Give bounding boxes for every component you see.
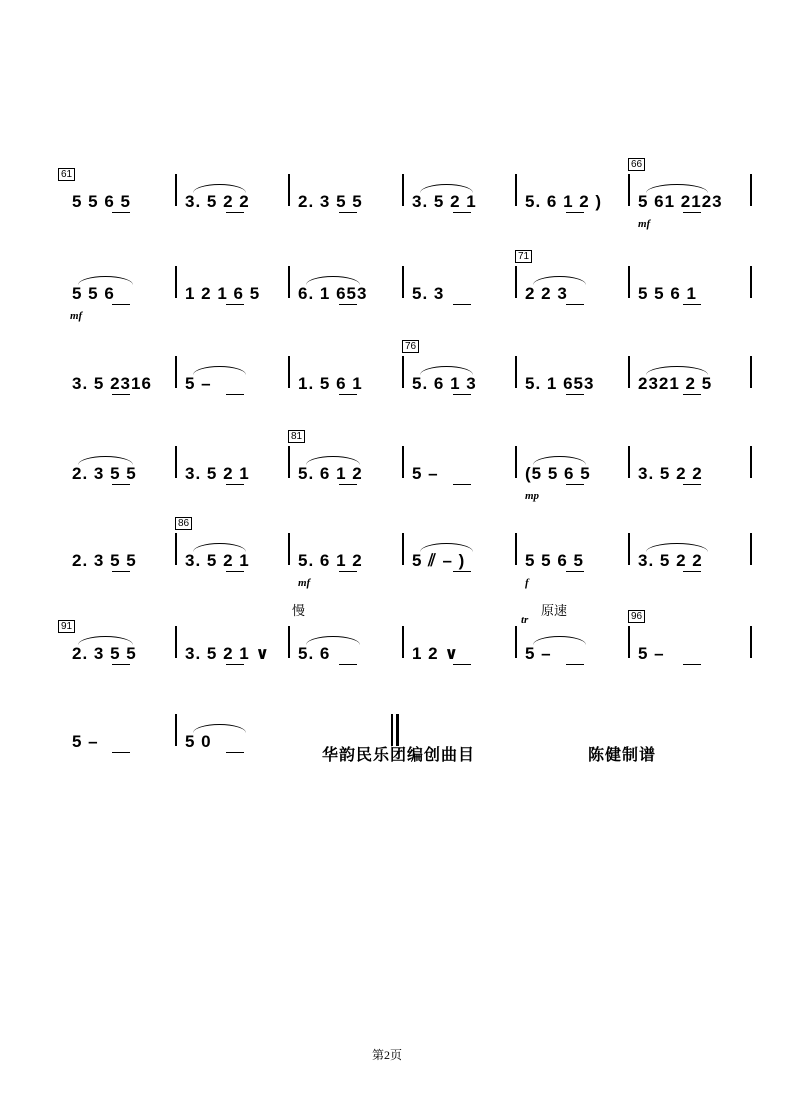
duration-line bbox=[566, 484, 584, 485]
measure bbox=[60, 531, 175, 571]
duration-line bbox=[683, 571, 701, 572]
barline bbox=[750, 626, 752, 658]
slur bbox=[646, 184, 708, 193]
slur bbox=[533, 636, 586, 645]
barline bbox=[750, 174, 752, 206]
score-line bbox=[60, 159, 750, 230]
duration-line bbox=[566, 212, 584, 213]
duration-line bbox=[226, 571, 244, 572]
measure-notes: 2 2 3 bbox=[525, 284, 568, 303]
barline bbox=[750, 446, 752, 478]
duration-line bbox=[566, 394, 584, 395]
slur bbox=[420, 366, 473, 375]
measure-number: 76 bbox=[402, 340, 419, 353]
measure-notes: 5 – bbox=[412, 464, 439, 483]
barline bbox=[750, 266, 752, 298]
duration-line bbox=[683, 212, 701, 213]
duration-line bbox=[566, 304, 584, 305]
measure-notes: 6. 1 653 bbox=[298, 284, 368, 303]
measure-notes: 5 ⫽ – ) bbox=[412, 551, 466, 570]
measure-notes: 5. 6 1 2 ) bbox=[525, 192, 603, 211]
barline bbox=[750, 533, 752, 565]
credit-group: 华韵民乐团编创曲目 bbox=[322, 747, 476, 764]
measure bbox=[175, 264, 288, 304]
measure bbox=[515, 172, 628, 212]
duration-line bbox=[339, 394, 357, 395]
measure bbox=[402, 264, 515, 304]
measure bbox=[402, 531, 515, 571]
measure-notes: 5 5 6 5 bbox=[525, 551, 584, 570]
duration-line bbox=[683, 304, 701, 305]
measure bbox=[515, 251, 628, 304]
measure bbox=[402, 624, 515, 664]
measure-notes: 2. 3 5 5 bbox=[72, 464, 137, 483]
measure bbox=[402, 341, 515, 394]
duration-line bbox=[566, 571, 584, 572]
duration-line bbox=[226, 484, 244, 485]
slur bbox=[193, 184, 246, 193]
measure bbox=[175, 172, 288, 212]
dynamic-marking: f bbox=[525, 577, 529, 589]
measure bbox=[515, 531, 628, 589]
measure bbox=[288, 531, 402, 589]
measure-notes: 2321 2 5 bbox=[638, 374, 713, 393]
measure bbox=[628, 354, 750, 394]
measure-notes: 5. 6 bbox=[298, 644, 331, 663]
measure-number: 81 bbox=[288, 430, 305, 443]
measure-notes: 5. 6 1 3 bbox=[412, 374, 477, 393]
measure-notes: 5 5 6 1 bbox=[638, 284, 697, 303]
measure bbox=[515, 354, 628, 394]
duration-line bbox=[566, 664, 584, 665]
score-line bbox=[60, 251, 750, 322]
duration-line bbox=[339, 484, 357, 485]
measure-notes: 5. 3 bbox=[412, 284, 445, 303]
measure-notes: 3. 5 2 1 bbox=[185, 551, 250, 570]
measure-notes: (5 5 6 5 bbox=[525, 464, 591, 483]
measure bbox=[60, 444, 175, 484]
measure-number: 66 bbox=[628, 158, 645, 171]
measure bbox=[402, 172, 515, 212]
page-number: 第2页 bbox=[372, 1048, 403, 1062]
dynamic-marking: mp bbox=[525, 490, 540, 502]
dynamic-marking: mf bbox=[638, 218, 651, 230]
slur bbox=[78, 456, 133, 465]
measure-notes: 3. 5 2 1 bbox=[185, 464, 250, 483]
measure-notes: 3. 5 2 2 bbox=[638, 464, 703, 483]
measure-notes: 5 – bbox=[185, 374, 212, 393]
dynamic-marking: mf bbox=[70, 310, 83, 322]
measure bbox=[60, 354, 175, 394]
measure bbox=[288, 431, 402, 484]
measure bbox=[175, 624, 288, 664]
score-line bbox=[60, 518, 750, 589]
duration-line bbox=[112, 394, 130, 395]
measure-notes: 5. 6 1 2 bbox=[298, 464, 363, 483]
measure-number: 86 bbox=[175, 517, 192, 530]
duration-line bbox=[453, 484, 471, 485]
measure-notes: 5 5 6 5 bbox=[72, 192, 131, 211]
duration-line bbox=[112, 664, 130, 665]
duration-line bbox=[226, 664, 244, 665]
duration-line bbox=[339, 571, 357, 572]
measure-notes: 3. 5 2 1 ∨ bbox=[185, 644, 271, 663]
duration-line bbox=[339, 304, 357, 305]
measure-notes: 3. 5 2 2 bbox=[638, 551, 703, 570]
duration-line bbox=[683, 664, 701, 665]
duration-line bbox=[112, 212, 130, 213]
measure-number: 71 bbox=[515, 250, 532, 263]
measure bbox=[628, 444, 750, 484]
slur bbox=[193, 724, 246, 733]
measure-notes: 5 – bbox=[638, 644, 665, 663]
measure bbox=[288, 172, 402, 212]
slur bbox=[193, 543, 246, 552]
slur bbox=[533, 456, 586, 465]
duration-line bbox=[226, 304, 244, 305]
duration-line bbox=[453, 571, 471, 572]
duration-line bbox=[683, 394, 701, 395]
tempo-annotation: 原速 bbox=[541, 603, 568, 618]
measure-number: 96 bbox=[628, 610, 645, 623]
slur bbox=[306, 276, 360, 285]
duration-line bbox=[226, 394, 244, 395]
duration-line bbox=[112, 304, 130, 305]
measure-notes: 5. 6 1 2 bbox=[298, 551, 363, 570]
slur bbox=[193, 366, 246, 375]
measure bbox=[60, 172, 175, 212]
measure bbox=[628, 264, 750, 304]
duration-line bbox=[453, 394, 471, 395]
measure-notes: 5 – bbox=[525, 644, 552, 663]
measure bbox=[60, 264, 175, 322]
measure bbox=[288, 264, 402, 304]
slur bbox=[420, 543, 473, 552]
score-line bbox=[60, 341, 750, 410]
measure bbox=[175, 518, 288, 571]
measure bbox=[60, 712, 175, 752]
measure-notes: 3. 5 2 1 bbox=[412, 192, 477, 211]
measure bbox=[175, 712, 288, 752]
measure-number: 61 bbox=[58, 168, 75, 181]
measure bbox=[628, 531, 750, 571]
measure-notes: 1. 5 6 1 bbox=[298, 374, 363, 393]
measure-notes: 1 2 1 6 5 bbox=[185, 284, 261, 303]
barline bbox=[750, 356, 752, 388]
credit-author: 陈健制谱 bbox=[588, 747, 657, 764]
slur bbox=[306, 456, 360, 465]
slur bbox=[646, 543, 708, 552]
duration-line bbox=[112, 752, 130, 753]
slur bbox=[306, 636, 360, 645]
duration-line bbox=[453, 664, 471, 665]
measure-notes: 1 2 ∨ bbox=[412, 644, 460, 663]
measure-notes: 5 61 2123 bbox=[638, 192, 723, 211]
duration-line bbox=[112, 571, 130, 572]
duration-line bbox=[339, 664, 357, 665]
duration-line bbox=[453, 304, 471, 305]
measure-notes: 2. 3 5 5 bbox=[72, 551, 137, 570]
measure bbox=[628, 611, 750, 664]
duration-line bbox=[112, 484, 130, 485]
measure-notes: 5. 1 653 bbox=[525, 374, 595, 393]
duration-line bbox=[339, 212, 357, 213]
trill-marking: tr bbox=[521, 614, 529, 626]
measure-notes: 5 – bbox=[72, 732, 99, 751]
measure bbox=[628, 159, 750, 230]
measure-notes: 3. 5 2 2 bbox=[185, 192, 250, 211]
measure-notes: 5 0 bbox=[185, 732, 212, 751]
measure-notes: 5 5 6 bbox=[72, 284, 115, 303]
slur bbox=[646, 366, 708, 375]
measure bbox=[288, 603, 402, 664]
measure bbox=[175, 444, 288, 484]
measure-notes: 2. 3 5 5 bbox=[298, 192, 363, 211]
measure bbox=[515, 603, 628, 664]
measure bbox=[60, 624, 175, 664]
slur bbox=[533, 276, 586, 285]
measure bbox=[175, 354, 288, 394]
measure-notes: 3. 5 2316 bbox=[72, 374, 152, 393]
slur bbox=[78, 636, 133, 645]
duration-line bbox=[226, 752, 244, 753]
measure bbox=[515, 444, 628, 502]
slur bbox=[420, 184, 473, 193]
dynamic-marking: mf bbox=[298, 577, 311, 589]
slur bbox=[78, 276, 133, 285]
measure-notes: 2. 3 5 5 bbox=[72, 644, 137, 663]
score-line bbox=[60, 431, 750, 502]
score-line bbox=[60, 603, 750, 680]
duration-line bbox=[226, 212, 244, 213]
duration-line bbox=[453, 212, 471, 213]
measure bbox=[402, 444, 515, 484]
tempo-annotation: 慢 bbox=[292, 603, 306, 618]
duration-line bbox=[683, 484, 701, 485]
measure-number: 91 bbox=[58, 620, 75, 633]
measure bbox=[288, 354, 402, 394]
